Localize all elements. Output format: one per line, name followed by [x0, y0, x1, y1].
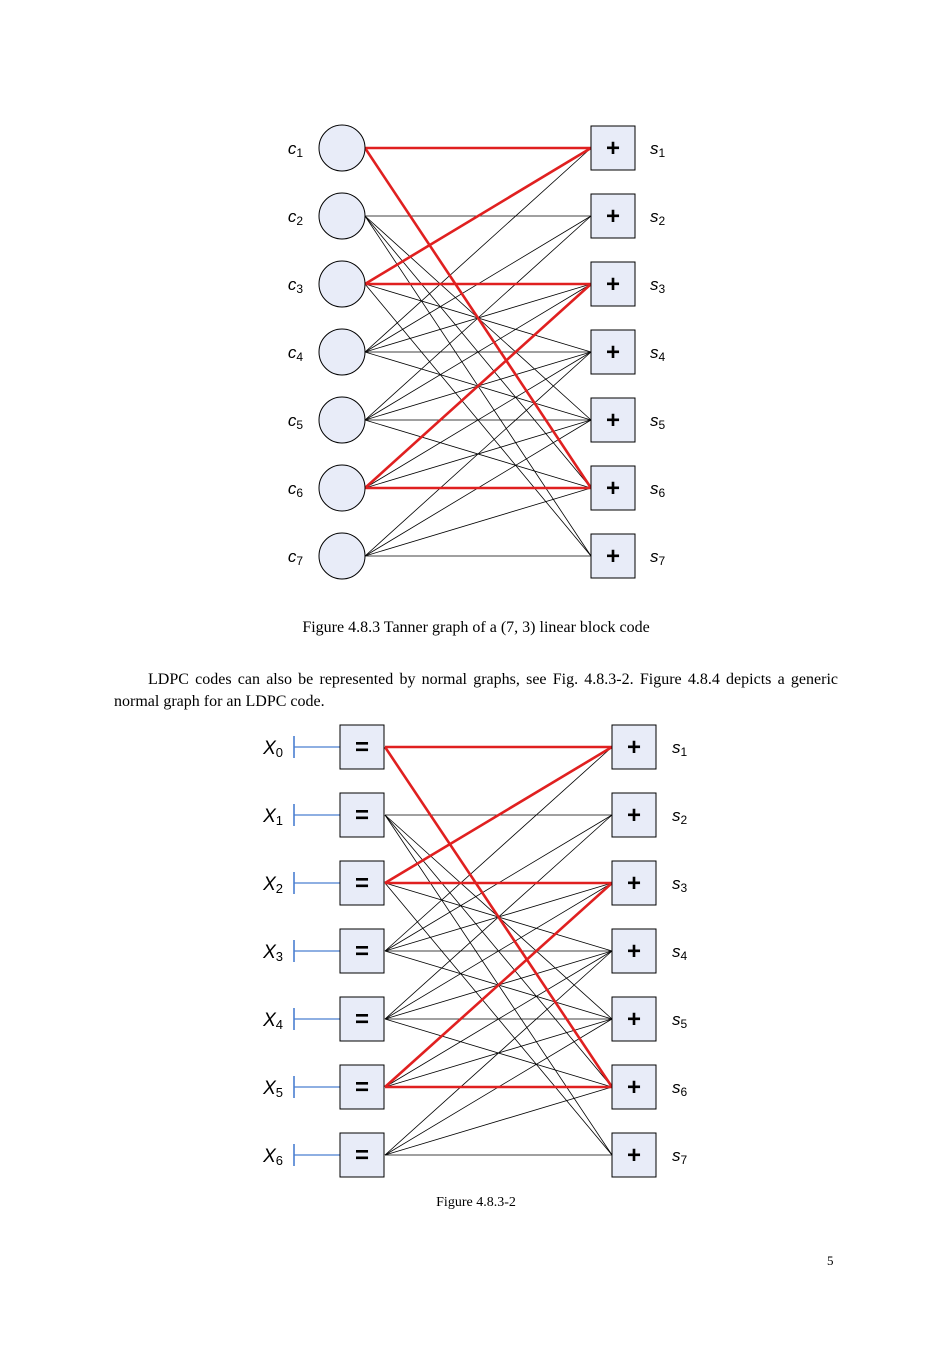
edge [385, 747, 612, 951]
figure-2-caption: Figure 4.8.3-2 [436, 1195, 516, 1210]
check-symbol: + [605, 271, 621, 298]
equality-symbol: = [354, 870, 370, 897]
variable-label: X4 [263, 1010, 283, 1032]
check-symbol: + [605, 543, 621, 570]
check-label: s2 [650, 207, 666, 228]
check-symbol: + [626, 1142, 642, 1169]
page-number: 5 [827, 1253, 834, 1268]
variable-label: X5 [263, 1078, 283, 1100]
check-label: s6 [650, 479, 666, 500]
check-label: s5 [650, 411, 666, 432]
check-symbol: + [605, 203, 621, 230]
variable-label: X3 [263, 942, 283, 964]
check-symbol: + [626, 870, 642, 897]
equality-symbol: = [354, 734, 370, 761]
variable-label: c4 [287, 343, 303, 364]
check-label: s6 [672, 1078, 688, 1099]
check-symbol: + [626, 1006, 642, 1033]
variable-label: X2 [263, 874, 283, 896]
check-symbol: + [605, 135, 621, 162]
check-label: s4 [650, 343, 666, 364]
check-label: s1 [650, 139, 666, 160]
figure-1-caption: Figure 4.8.3 Tanner graph of a (7, 3) linear block code [302, 619, 650, 636]
check-label: s3 [650, 275, 666, 296]
check-label: s7 [672, 1146, 688, 1167]
check-label: s5 [672, 1010, 688, 1031]
equality-symbol: = [354, 1142, 370, 1169]
body-paragraph: LDPC codes can also be represented by normal graphs, see Fig. 4.8.3-2. Figure 4.8.4 depicts a generic normal graph for an LDPC code. [114, 671, 838, 710]
variable-label: X0 [263, 738, 283, 760]
check-symbol: + [626, 734, 642, 761]
variable-label: c1 [287, 139, 303, 160]
check-label: s3 [672, 874, 688, 895]
variable-label: X1 [263, 806, 283, 828]
edge [385, 951, 612, 1155]
variable-label: c5 [287, 411, 303, 432]
equality-symbol: = [354, 938, 370, 965]
cycle-edge [385, 747, 612, 1087]
cycle-edge-group [385, 747, 612, 1087]
check-symbol: + [605, 475, 621, 502]
variable-label: X6 [263, 1146, 283, 1168]
equality-symbol: = [354, 1074, 370, 1101]
check-label: s7 [650, 547, 666, 568]
variable-label: c7 [287, 547, 303, 568]
variable-label: c3 [287, 275, 303, 296]
check-symbol: + [626, 938, 642, 965]
check-symbol: + [626, 1074, 642, 1101]
equality-symbol: = [354, 802, 370, 829]
equality-symbol: = [354, 1006, 370, 1033]
edge [385, 1087, 612, 1155]
check-symbol: + [605, 339, 621, 366]
check-symbol: + [626, 802, 642, 829]
edge-group [385, 747, 612, 1155]
variable-label: c2 [287, 207, 303, 228]
check-symbol: + [605, 407, 621, 434]
check-label: s2 [672, 806, 688, 827]
variable-label: c6 [287, 479, 303, 500]
cycle-edge [385, 883, 612, 1087]
check-label: s1 [672, 738, 688, 759]
check-label: s4 [672, 942, 688, 963]
